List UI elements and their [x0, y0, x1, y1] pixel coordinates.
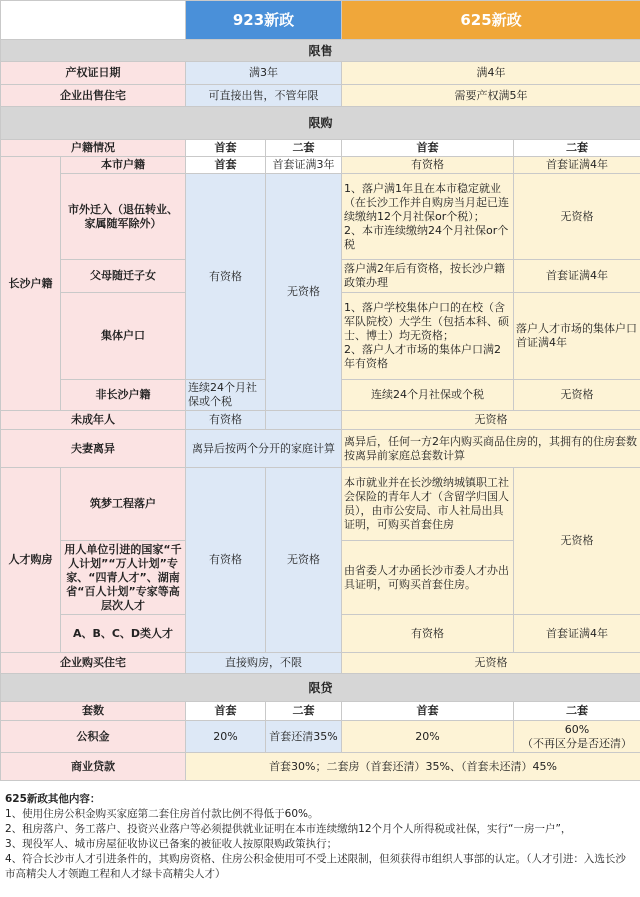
section-xiangou: 限购	[1, 107, 640, 140]
header-625: 625新政	[342, 1, 640, 40]
row-label-chanquan: 产权证日期	[1, 62, 186, 85]
cell-923-cs-first: 有资格	[186, 174, 266, 380]
col-header-923-second: 二套	[266, 140, 342, 157]
cell-625-jiti-second: 落户人才市场的集体户口首证满4年	[514, 293, 640, 380]
cell-923-talent-second: 无资格	[266, 468, 342, 653]
col-header-loan-923-second: 二套	[266, 702, 342, 721]
label-waiqian: 市外迁入（退伍转业、家属随军除外）	[61, 174, 186, 260]
col-header-625-first: 首套	[342, 140, 514, 157]
cell-625-talent-yongren: 由省委人才办函长沙市委人才办出具证明，可购买首套住房。	[342, 541, 514, 615]
cell-625-feics-first: 连续24个月社保或个税	[342, 380, 514, 411]
cell-923-qiye-sell: 可直接出售，不管年限	[186, 85, 342, 107]
header-923: 923新政	[186, 1, 342, 40]
cell-923-divorce: 离异后按两个分开的家庭计算	[186, 430, 342, 468]
col-header-loan-923-first: 首套	[186, 702, 266, 721]
col-header-huji: 户籍情况	[1, 140, 186, 157]
col-header-loan-625-first: 首套	[342, 702, 514, 721]
cell-625-talent-abcd-second: 首套证满4年	[514, 615, 640, 653]
cell-625-divorce: 离异后，任何一方2年内购买商品住房的，其拥有的住房套数按离异前家庭总套数计算	[342, 430, 640, 468]
label-gjj: 公积金	[1, 721, 186, 753]
notes-item-4: 4、符合长沙市人才引进条件的，其购房资格、住房公积金使用可不受上述限制，但须获得市组织人事部的认定。（人才引进：入选长沙市高精尖人才领跑工程和人才绿卡高精尖人才）	[5, 853, 626, 880]
cell-923-feics-first: 连续24个月社保或个税	[186, 380, 266, 411]
cell-625-talent-zhumeng: 本市就业并在长沙缴纳城镇职工社会保险的青年人才（含留学归国人员），由市公安局、市人社局出具证明，可购买首套住房	[342, 468, 514, 541]
section-xianshou: 限售	[1, 40, 640, 62]
row-label-qiye-sell: 企业出售住宅	[1, 85, 186, 107]
notes-title: 625新政其他内容：	[5, 793, 101, 805]
cell-625-qiye-sell: 需要产权满5年	[342, 85, 640, 107]
cell-923-gjj-second: 首套还清35%	[266, 721, 342, 753]
label-changsha-huji: 长沙户籍	[1, 157, 61, 411]
label-taoshu: 套数	[1, 702, 186, 721]
label-minor: 未成年人	[1, 411, 186, 430]
cell-625-talent-second-none: 无资格	[514, 468, 640, 615]
cell-625-waiqian-first: 1、落户满1年且在本市稳定就业（在长沙工作并自购房当月起已连续缴纳12个月社保or个税）； 2、本市连续缴纳24个月社保or个税	[342, 174, 514, 260]
notes-item-1: 1、使用住房公积金购买家庭第二套住房首付款比例不得低于60%。	[5, 808, 319, 820]
cell-923-talent-first: 有资格	[186, 468, 266, 653]
cell-625-minor: 无资格	[342, 411, 640, 430]
cell-923-minor: 有资格	[186, 411, 266, 430]
label-feics: 非长沙户籍	[61, 380, 186, 411]
col-header-loan-625-second: 二套	[514, 702, 640, 721]
col-header-923-first: 首套	[186, 140, 266, 157]
cell-923-gjj-first: 20%	[186, 721, 266, 753]
cell-625-bendi-first: 有资格	[342, 157, 514, 174]
label-jiti: 集体户口	[61, 293, 186, 380]
cell-923-company-buy: 直接购房，不限	[186, 653, 342, 674]
header-blank	[1, 1, 186, 40]
label-bendi: 本市户籍	[61, 157, 186, 174]
section-xiandai: 限贷	[1, 674, 640, 702]
cell-625-company-buy: 无资格	[342, 653, 640, 674]
cell-625-talent-abcd: 有资格	[342, 615, 514, 653]
label-abcd: A、B、C、D类人才	[61, 615, 186, 653]
col-header-625-second: 二套	[514, 140, 640, 157]
cell-625-gjj-second: 60% （不再区分是否还清）	[514, 721, 640, 753]
label-zhumeng: 筑梦工程落户	[61, 468, 186, 541]
notes-block	[0, 789, 640, 885]
cell-923-bendi-first: 首套	[186, 157, 266, 174]
label-talent: 人才购房	[1, 468, 61, 653]
cell-625-jiti-first: 1、落户学校集体户口的在校（含军队院校）大学生（包括本科、硕士、博士）均无资格； 2、落户人才市场的集体户口满2年有资格	[342, 293, 514, 380]
cell-625-fumu-second: 首套证满4年	[514, 260, 640, 293]
cell-923-minor-second	[266, 411, 342, 430]
notes-item-2: 2、租房落户、务工落户、投资兴业落户等必须提供就业证明在本市连续缴纳12个月个人所得税或社保，实行“一房一户”，	[5, 823, 572, 835]
cell-625-bendi-second: 首套证满4年	[514, 157, 640, 174]
cell-923-cs-second: 无资格	[266, 174, 342, 411]
cell-625-fumu-first: 落户满2年后有资格，按长沙户籍政策办理	[342, 260, 514, 293]
label-fumu: 父母随迁子女	[61, 260, 186, 293]
cell-625-feics-second: 无资格	[514, 380, 640, 411]
notes-item-3: 3、现役军人、城市房屋征收协议已备案的被征收人按原限购政策执行；	[5, 838, 338, 850]
label-yongren: 用人单位引进的国家“千人计划”“万人计划”专家、“四青人才”、湖南省“百人计划”专家等高层次人才	[61, 541, 186, 615]
label-company-buy: 企业购买住宅	[1, 653, 186, 674]
cell-625-waiqian-second: 无资格	[514, 174, 640, 260]
label-divorce: 夫妻离异	[1, 430, 186, 468]
cell-923-bendi-second: 首套证满3年	[266, 157, 342, 174]
cell-625-gjj-first: 20%	[342, 721, 514, 753]
label-sd: 商业贷款	[1, 753, 186, 781]
cell-923-chanquan: 满3年	[186, 62, 342, 85]
cell-625-chanquan: 满4年	[342, 62, 640, 85]
cell-sd: 首套30%；二套房（首套还清）35%、（首套未还清）45%	[186, 753, 640, 781]
